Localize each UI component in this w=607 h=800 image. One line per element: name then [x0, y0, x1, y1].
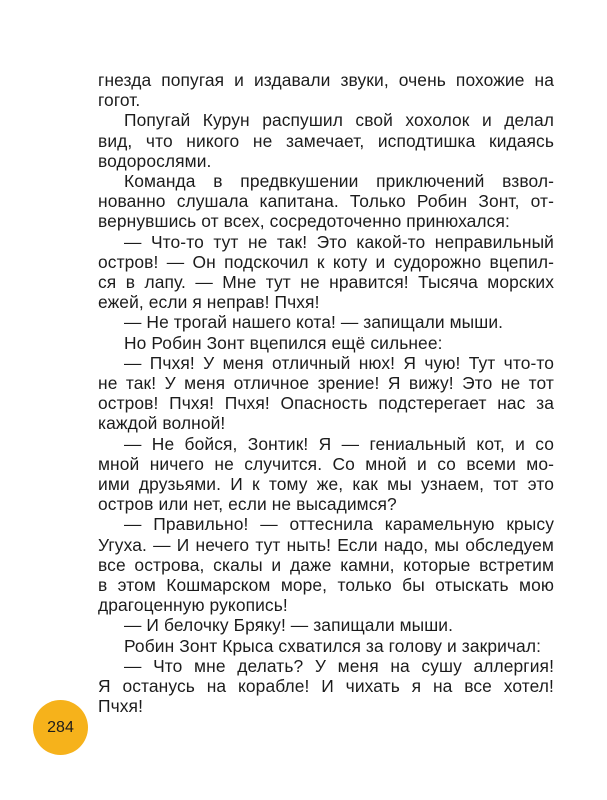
text-line: остров или нет, если не высадимся? [98, 494, 397, 515]
text-line: вернувшись от всех, сосредоточенно принюхался: [98, 211, 510, 232]
text-line: Пчхя! [98, 696, 144, 717]
text-line: Но Робин Зонт вцепился ещё сильнее: [124, 332, 443, 353]
text-line: мной ничего не случится. Со мной и со всеми мо- [98, 453, 554, 474]
text-line: — Что мне делать? У меня на сушу аллергия! [124, 655, 554, 676]
text-line: Попугай Курун распушил свой хохолок и делал [124, 110, 554, 131]
text-line: в этом Кошмарском море, только бы отыскать мою [98, 575, 554, 596]
text-line: ся в лапу. — Мне тут не нравится! Тысяча морских [98, 272, 554, 293]
text-line: гнезда попугая и издавали звуки, очень похожие на [98, 70, 554, 90]
text-line: Робин Зонт Крыса схватился за голову и закричал: [124, 635, 542, 656]
text-line: нованно слушала капитана. Только Робин Зонт, от- [98, 191, 554, 212]
text-line: — Пчхя! У меня отличный нюх! Я чую! Тут что-то [124, 352, 554, 373]
text-line: гогот. [98, 90, 141, 111]
text-line: ими друзьями. И к тому же, как мы узнаем, тот это [98, 474, 554, 495]
text-line: все острова, скалы и даже камни, которые встретим [98, 554, 554, 575]
text-line: вид, что никого не замечает, исподтишка кидаясь [98, 130, 554, 151]
text-line: — Не трогай нашего кота! — запищали мыши. [124, 312, 504, 333]
text-line: не так! У меня отличное зрение! Я вижу! Это не тот [98, 373, 554, 394]
text-line: — Не бойся, Зонтик! Я — гениальный кот, и со [124, 433, 554, 454]
text-line: Я останусь на корабле! И чихать я на все хотел! [98, 676, 554, 697]
page-number: 284 [47, 718, 74, 736]
page-body-text [98, 70, 554, 717]
text-line: водорослями. [98, 150, 212, 171]
text-line: — И белочку Бряку! — запищали мыши. [124, 615, 454, 636]
text-line: — Что-то тут не так! Это какой-то неправильный [124, 231, 554, 252]
text-line: каждой волной! [98, 413, 226, 434]
text-line: драгоценную рукопись! [98, 595, 288, 616]
text-line: остров! Пчхя! Пчхя! Опасность подстерегает нас за [98, 393, 554, 414]
page-number-badge [33, 700, 88, 755]
text-line: Угуха. — И нечего тут ныть! Если надо, мы обследуем [98, 534, 554, 555]
text-line: — Правильно! — оттеснила карамельную крысу [124, 514, 554, 535]
text-line: Команда в предвкушении приключений взвол- [124, 171, 554, 192]
text-line: ежей, если я неправ! Пчхя! [98, 292, 320, 313]
text-line: остров! — Он подскочил к коту и судорожно вцепил- [98, 251, 554, 272]
